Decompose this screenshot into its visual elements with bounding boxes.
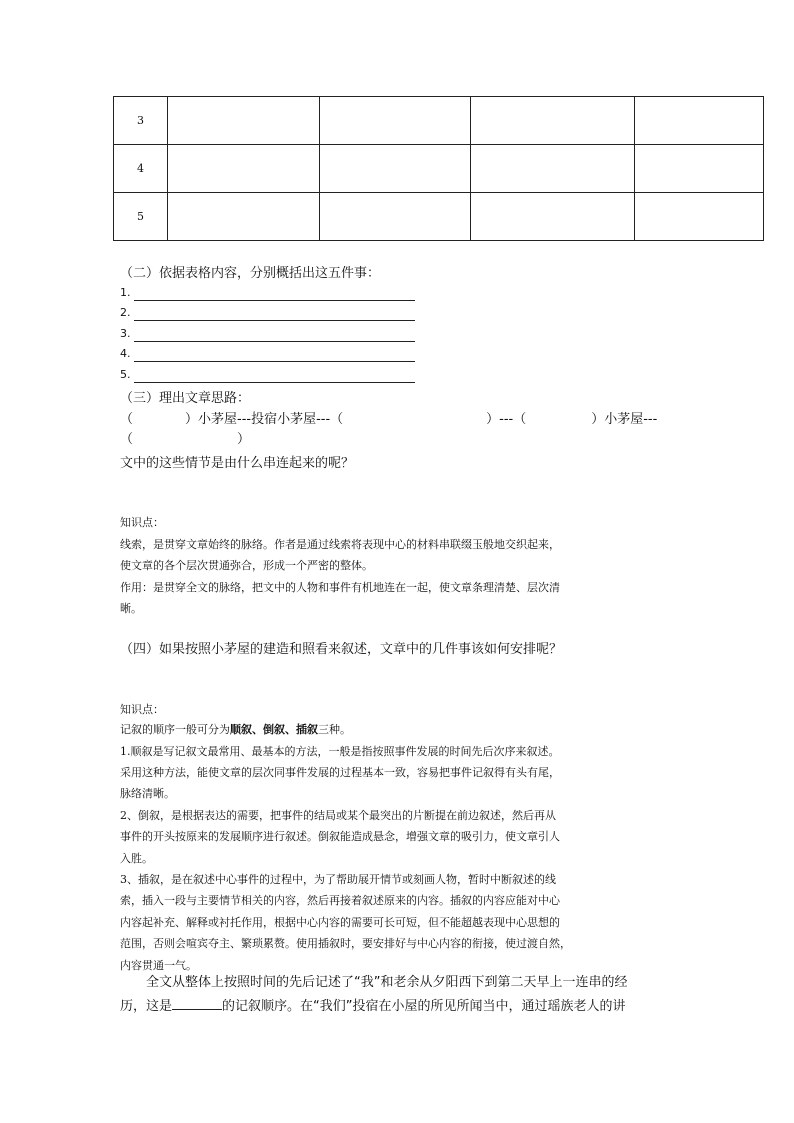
row-number: 4 — [114, 145, 168, 193]
answer-number: 5. — [120, 368, 131, 381]
table-row — [114, 145, 764, 193]
knowledge2-text: 索，插入一段与主要情节相关的内容，然后再接着叙述原来的内容。插叙的内容应能对中心 — [120, 894, 560, 907]
row-number: 5 — [114, 193, 168, 241]
section3-question: 文中的这些情节是由什么串连起来的呢？ — [120, 456, 355, 471]
table-cell — [320, 97, 471, 145]
answer-line — [120, 327, 134, 347]
table-cell — [168, 97, 320, 145]
knowledge1-heading: 知识点： — [120, 516, 164, 529]
row-number: 3 — [114, 97, 168, 145]
closing-line2 — [120, 995, 626, 1014]
knowledge1-text: 使文章的各个层次贯通弥合，形成一个严密的整体。 — [120, 559, 373, 572]
section3-flow-line1: （ ）小茅屋---投宿小茅屋---（ ）---（ ）小茅屋--- — [120, 412, 658, 427]
table-cell — [471, 145, 635, 193]
table-cell — [320, 145, 471, 193]
term-daoxu: 倒叙 — [263, 723, 285, 736]
table-cell — [635, 193, 764, 241]
table-cell — [635, 97, 764, 145]
intro-suffix: 三种。 — [318, 723, 351, 736]
section3-title: （三）理出文章思路： — [120, 391, 251, 406]
section2-title: （二）依据表格内容，分别概括出这五件事： — [120, 266, 381, 281]
blank-underline[interactable] — [134, 341, 415, 342]
knowledge1-text: 作用：是贯穿全文的脉络，把文中的人物和事件有机地连在一起，使文章条理清楚、层次清 — [120, 581, 560, 594]
knowledge2-text: 采用这种方法，能使文章的层次同事件发展的过程基本一致，容易把事件记叙得有头有尾， — [120, 766, 560, 779]
term-chaxu: 插叙 — [296, 723, 318, 736]
blank-underline[interactable] — [134, 320, 415, 321]
knowledge2-text: 1.顺叙是写记叙文最常用、最基本的方法，一般是指按照事件发展的时间先后次序来叙述。 — [120, 745, 560, 758]
answer-line — [120, 347, 134, 367]
knowledge2-text: 3、插叙，是在叙述中心事件的过程中，为了帮助展开情节或刻画人物，暂时中断叙述的线 — [120, 873, 556, 886]
knowledge1-text: 晰。 — [120, 602, 142, 615]
table-cell — [635, 145, 764, 193]
knowledge2-text: 事件的开头按原来的发展顺序进行叙述。倒叙能造成悬念，增强文章的吸引力，使文章引人 — [120, 830, 560, 843]
knowledge2-text: 2、倒叙，是根据表达的需要，把事件的结局或某个最突出的片断提在前边叙述，然后再从 — [120, 809, 556, 822]
blank-underline[interactable] — [134, 382, 415, 383]
answer-line — [120, 286, 134, 306]
knowledge2-heading: 知识点： — [120, 703, 164, 716]
answer-line — [120, 306, 134, 326]
term-separator: 、 — [285, 723, 296, 736]
answer-number: 1. — [120, 286, 131, 299]
fill-blank[interactable] — [172, 999, 222, 1010]
closing-suffix: 的记叙顺序。在“我们”投宿在小屋的所见所闻当中，通过瑶族老人的讲 — [222, 999, 626, 1014]
blank-underline[interactable] — [134, 300, 415, 301]
knowledge2-text: 内容贯通一气。 — [120, 959, 197, 972]
events-table — [113, 96, 764, 241]
closing-line1: 全文从整体上按照时间的先后记述了“我”和老余从夕阳西下到第二天早上一连串的经 — [146, 975, 628, 990]
table-cell — [168, 145, 320, 193]
knowledge1-text: 线索，是贯穿文章始终的脉络。作者是通过线索将表现中心的材料串联缀玉般地交织起来， — [120, 538, 560, 551]
intro-prefix: 记叙的顺序一般可分为 — [120, 723, 230, 736]
answer-number: 2. — [120, 306, 131, 319]
knowledge2-text: 脉络清晰。 — [120, 787, 175, 800]
knowledge2-intro — [120, 721, 351, 737]
table-row — [114, 193, 764, 241]
closing-prefix: 历，这是 — [120, 999, 173, 1014]
answer-number: 3. — [120, 327, 131, 340]
table-row — [114, 97, 764, 145]
table-cell — [320, 193, 471, 241]
table-cell — [471, 97, 635, 145]
term-separator: 、 — [252, 723, 263, 736]
table-cell — [168, 193, 320, 241]
term-shunxu: 顺叙 — [230, 723, 252, 736]
answer-line — [120, 368, 134, 388]
knowledge2-text: 范围，否则会喧宾夺主、繁琐累赘。使用插叙时，要安排好与中心内容的衔接，使过渡自然， — [120, 937, 571, 950]
answer-number: 4. — [120, 347, 131, 360]
table-cell — [471, 193, 635, 241]
knowledge2-text: 内容起补充、解释或衬托作用，根据中心内容的需要可长可短，但不能超越表现中心思想的 — [120, 916, 560, 929]
section3-flow-line2: （ ） — [120, 432, 251, 447]
section4-question: （四）如果按照小茅屋的建造和照看来叙述，文章中的几件事该如何安排呢？ — [120, 642, 563, 657]
blank-underline[interactable] — [134, 361, 415, 362]
knowledge2-text: 入胜。 — [120, 852, 153, 865]
